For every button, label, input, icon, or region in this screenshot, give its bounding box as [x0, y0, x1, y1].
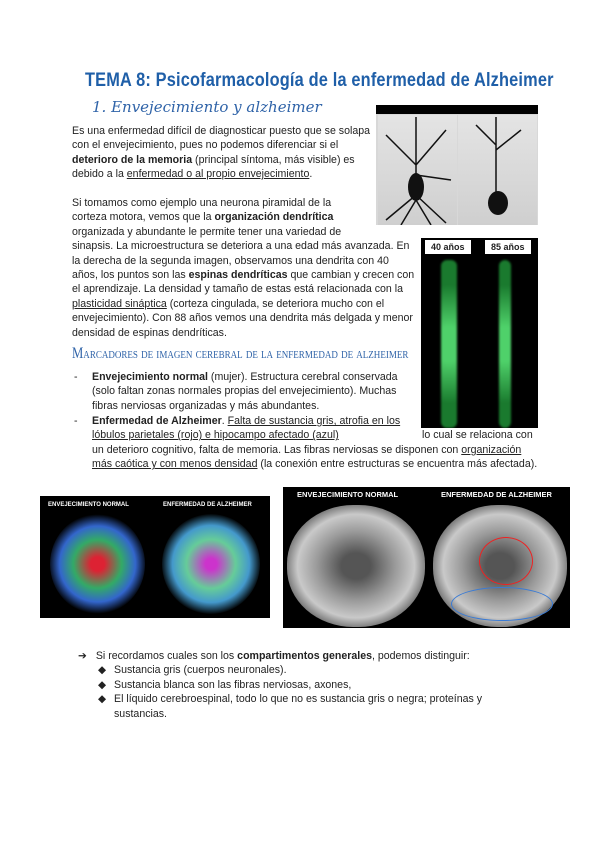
dendrite-label-40: 40 años: [425, 240, 471, 254]
underlined-text: Falta de sustancia gris, atrofia en los lóbulos parietales (rojo) e hipocampo afectado (azul): [92, 415, 401, 442]
text: (la conexión entre estructuras se encuentra más afectada).: [257, 458, 538, 471]
text: que cambian y crecen con el aprendizaje. La densidad y tamaño de estas está relacionada con la: [72, 269, 415, 296]
paragraph-1: [72, 124, 372, 182]
dti-tractography-image: [40, 496, 270, 618]
diamond-bullet-icon: ◆: [98, 664, 107, 677]
bold-text: espinas dendríticas: [188, 269, 288, 282]
underlined-text: organización más caótica y con menos densidad: [92, 443, 522, 471]
text: , podemos distinguir:: [372, 650, 470, 662]
text: Sustancia blanca son las fibras nerviosas, axones,: [114, 678, 352, 691]
text: (corteza cingulada, se deteriora mucho con el envejecimiento). Con 88 años vemos una dendrita más delgada y menor densidad de espinas dendríticas.: [72, 297, 413, 339]
dendrite-comparison-image: [421, 238, 538, 428]
diamond-bullet-icon: ◆: [98, 693, 107, 706]
text: Sustancia gris (cuerpos neuronales).: [114, 664, 287, 677]
bold-text: deterioro de la memoria: [72, 153, 193, 166]
marker-item-1: [72, 370, 417, 413]
list-item: [78, 692, 518, 721]
marker-item-2: [72, 414, 542, 472]
page-title: TEMA 8: Psicofarmacología de la enfermedad de Alzheimer: [85, 70, 554, 91]
mri-label-normal: ENVEJECIMIENTO NORMAL: [297, 490, 399, 499]
neuron-drawing: [376, 105, 538, 225]
bullet: -: [74, 371, 78, 383]
bold-text: organización dendrítica: [214, 211, 334, 224]
bold-text: compartimentos generales: [237, 650, 372, 662]
list-item: [78, 663, 518, 677]
mri-comparison-image: [283, 487, 570, 628]
text: .: [221, 415, 228, 427]
compartments-list: [78, 649, 518, 721]
underlined-text: plasticidad sináptica: [72, 297, 167, 310]
hippocampus-highlight-blue: [451, 587, 553, 621]
neuron-comparison-image: [376, 105, 538, 225]
list-item: [78, 678, 518, 692]
text: Si tomamos como ejemplo una neurona piramidal de la corteza motora, vemos que la: [72, 197, 332, 224]
mri-label-alzheimer: ENFERMEDAD DE ALZHEIMER: [441, 490, 552, 499]
parietal-highlight-red: [479, 537, 533, 585]
text: Si recordamos cuales son los: [95, 650, 238, 662]
arrow-icon: ➔: [78, 650, 87, 662]
diamond-bullet-icon: ◆: [98, 678, 107, 691]
text: organizada y abundante le permite tener una variedad de sinapsis. La microestructura se deteriora a una edad más avanzada. En la derecha de la segunda imagen, observamos una dendrita con 40 años, los puntos son las: [72, 225, 410, 282]
bold-text: Enfermedad de Alzheimer: [92, 415, 222, 427]
compartments-intro: [78, 649, 518, 663]
text: El líquido cerebroespinal, todo lo que no es sustancia gris o negra; proteínas y sustancias.: [114, 693, 483, 720]
text: lo cual se relaciona con un deterioro cognitivo, falta de memoria. Las fibras nerviosas se disponen con: [92, 429, 533, 456]
section-heading-2: Marcadores de imagen cerebral de la enfermedad de alzheimer: [72, 345, 409, 362]
text: (principal síntoma, más visible) es debido a la: [72, 153, 355, 181]
underlined-text: enfermedad o al propio envejecimiento: [126, 168, 310, 181]
text: Es una enfermedad difícil de diagnosticar puesto que se solapa con el envejecimiento, pues no podemos diferenciar si el: [72, 125, 370, 152]
dti-label-normal: ENVEJECIMIENTO NORMAL: [48, 502, 129, 508]
text: (mujer). Estructura cerebral conservada (solo faltan zonas normales propias del envejecimiento). Muchas fibras nerviosas organizadas y más abundantes.: [92, 371, 398, 412]
paragraph-2: [72, 196, 417, 340]
bullet: -: [74, 415, 78, 427]
bold-text: Envejecimiento normal: [92, 371, 208, 383]
text: .: [309, 168, 313, 181]
dti-label-alzheimer: ENFERMEDAD DE ALZHEIMER: [163, 502, 252, 508]
section-heading-1: 1. Envejecimiento y alzheimer: [92, 98, 322, 116]
dendrite-label-85: 85 años: [485, 240, 531, 254]
